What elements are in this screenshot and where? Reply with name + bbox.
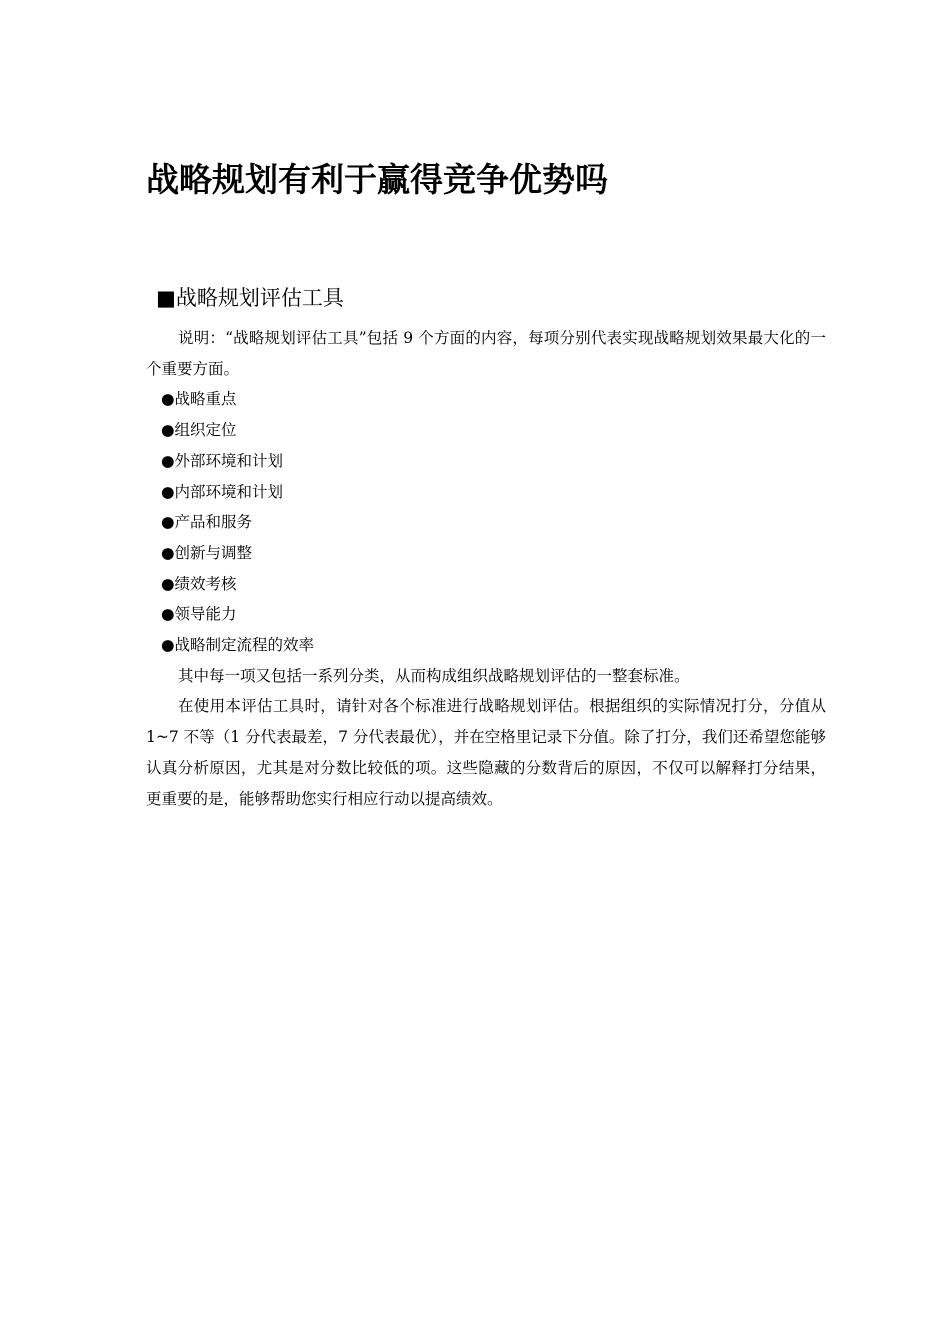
list-item: ●战略制定流程的效率: [161, 636, 315, 655]
list-item: ●外部环境和计划: [161, 451, 284, 470]
page-title: 战略规划有利于赢得竞争优势吗: [146, 160, 608, 199]
list-item: ●创新与调整: [161, 543, 253, 562]
list-item: ●绩效考核: [161, 574, 237, 593]
standards-paragraph: 其中每一项又包括一系列分类，从而构成组织战略规划评估的一整套标准。: [178, 666, 690, 685]
list-item: ●内部环境和计划: [161, 482, 284, 501]
list-item: ●组织定位: [161, 421, 237, 440]
section-heading: ■战略规划评估工具: [156, 286, 344, 310]
list-item: ●领导能力: [161, 605, 237, 624]
list-item: ●产品和服务: [161, 513, 253, 532]
list-item: ●战略重点: [161, 390, 237, 409]
aspect-list: [146, 384, 826, 660]
instructions-paragraph: 在使用本评估工具时，请针对各个标准进行战略规划评估。根据组织的实际情况打分，分值从 1~7 不等（1 分代表最差，7 分代表最优），并在空格里记录下分值。除了打分，我们还希望您能够认真分析原因，尤其是对分数比较低的项。这些隐藏的分数背后的原因，不仅可以解释打分结果，更重要的是，能够帮助您实行相应行动以提高绩效。: [146, 697, 826, 808]
intro-paragraph: 说明：“战略规划评估工具”包括 9 个方面的内容，每项分别代表实现战略规划效果最大化的一个重要方面。: [146, 329, 826, 378]
document-body: [146, 323, 826, 814]
